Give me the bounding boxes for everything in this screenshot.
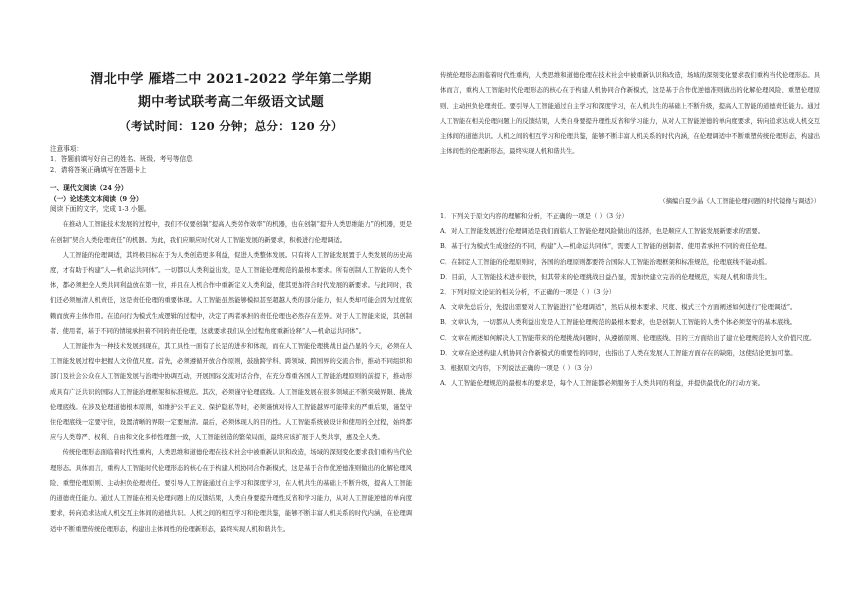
question-2-option-d: D．文章在论述构建人机协同合作新模式的重要性的同时，也指出了人类在发展人工智能方面存在的缺陷，这使结论更加可靠。 bbox=[440, 348, 797, 357]
right-column bbox=[430, 0, 860, 608]
section-heading: 一、现代文阅读（24 分） bbox=[50, 184, 128, 193]
passage-paragraph-3: 人工智能作为一种技术发展到现在，其工具性一面有了长足的进步和体现，而在人工智能伦理挑战日益凸显的今天，必须在人工智能发展过程中把握人文价值尺度。首先，必须遵循开放合作原则，鼓励跨学科、跨领域、跨国界的交流合作，推动不同组织和部门及社会公众在人工智能发展与治理中协调互动，开展国际交流对话合作，在充分尊重各国人工智能治理原则的前提下，推动形成具有广泛共识的国际人工智能治理框架和标准规范。其次，必须谨守伦理底线。人工智能发展在很多领域正不断突破界限、挑战伦理底线。在涉及伦理道德根本原则，如维护公平正义、保护隐私等时，必须谨慎对待人工智能越界可能带来的严重后果，谨坚守住伦理底线一定要守住，设置清晰的界限一定要厘清。最后，必须体现人的目的性。人工智能系统被设计和使用的全过程，始终都应与人类尊严、权利、自由和文化多样性理想一致，人工智能创造的繁荣局面，最终应该扩展于人类共享，惠及全人类。 bbox=[50, 343, 412, 442]
passage-paragraph-4: 传统伦理形态面临着时代性重构，人类思维和道德伦理在技术社会中被重新认识和改造，场域的深刻变化要求我们重构当代伦理形态。具体而言，重构人工智能时代伦理形态的核心在于构建人机协同合作新模式，这是基于合作优逆德准则做出的化解伦理风险、重塑伦理原则、主动担负伦理责任。要引导人工智能通过自主学习和深度学习，在人机共生的基础上不断升级，提高人工智能的道德责任能力。通过人工智能在相关伦理问题上的反馈结果，人类自身要提升理性反省和学习能力，从对人工智能逆德的单向度要求，转向追求达成人机交互主体间的道德共识。人机之间的相互学习和伦理共鉴，能够不断丰富人机关系的时代内涵，在伦理调适中不断重塑传统伦理形态，构建出主体间性的伦理新形态，最终实现人机和谐共生。 bbox=[50, 449, 412, 533]
question-2-option-c: C．文章在阐述如何解决人工智能带来的伦理挑战问题时，从遵循原则、伦理底线、目的三方面给出了建立伦理规范的人文价值尺度。 bbox=[440, 333, 816, 342]
question-3-stem: 3．根据原文内容，下列说法正确的一项是（ ）（3 分） bbox=[440, 364, 596, 373]
question-2-stem: 2．下列对原文论证的相关分析，不正确的一项是（ ）（3 分） bbox=[440, 288, 616, 297]
question-1-stem: 1．下列关于原文内容的理解和分析，不正确的一项是（ ）（3 分） bbox=[440, 212, 628, 220]
notes-item-1: 1．答题前填写好自己的姓名、班级、考号等信息 bbox=[50, 155, 193, 164]
passage-paragraph-2: 人工智能的伦理调适，其终极目标在于为人类创造更多利益，促进人类整体发展。只有将人工智能发展置于人类发展的历史高度，才有助于构建“人—机命运共同体”。一切都以人类利益出发，是人工智能伦理规范的最根本要求。所有创制人工智能的人类个体，都必须把全人类共同利益放在第一位，并且在人机合作中重新定义人类利益，使其更加符合时代发展的新要求。与此同时，我们还必须厘清人机责任，这是责任伦理的重要体现。人工智能虽然能够模拟甚至超越人类的部分能力，但人类却可能会因为过度依赖而放弃主体作用。在追问行为模式生成逻辑的过程中，决定了两者承担的责任伦理也必然存在差异。对于人工智能来说，其创制者、使用者，基于不同的情境承担着不同的责任伦理，这就要求我们从全过程角度重新诠释“人—机命运共同体”。 bbox=[50, 251, 412, 335]
question-1-option-b: B．基于行为模式生成途径的不同，构建“人—机命运共同体”，需要人工智能的创制者、使用者承担不同的责任伦理。 bbox=[440, 242, 771, 251]
question-3-option-a: A．人工智能伦理规范的最根本的要求是，每个人工智能都必须服务于人类共同的利益，并提供最优化的行动方案。 bbox=[440, 379, 765, 388]
section-subheading: （一）论述类文本阅读（9 分） bbox=[50, 194, 143, 203]
question-1-option-d: D．目前，人工智能技术进步很快，但其带来的伦理挑战日益凸显，需加快建立完善的伦理规范，实现人机和谐共生。 bbox=[440, 272, 772, 281]
notes-item-2: 2．请将答案正确填写在答题卡上 bbox=[50, 165, 147, 174]
passage-paragraph-1: 在推动人工智能技术发展的过程中，我们不仅要创制“提高人类劳作效率”的机器，也在创制“提升人类思维能力”的机器，更是在创制“契合人类伦理责任”的机器。为此，我们应顺应时代对人工智能发展的新要求，积极进行伦理调适。 bbox=[50, 221, 412, 244]
passage-source: （摘编自夏少晶《人工智能伦理问题的时代镜像与调适》） bbox=[659, 198, 820, 205]
question-2-option-b: B．文章认为，一切都从人类利益出发是人工智能伦理规范的最根本要求，也是创制人工智能的人类个体必须坚守的基本底线。 bbox=[440, 318, 797, 327]
section-instruction: 阅读下面的文字，完成 1-3 小题。 bbox=[50, 205, 151, 214]
exam-title-line2: 期中考试联考高二年级语文试题 bbox=[137, 95, 325, 110]
question-1-option-c: C．在制定人工智能的伦理原则时，各国的治理原则都要符合国际人工智能治理框架和标准规范，伦理底线不能动摇。 bbox=[440, 257, 771, 266]
question-1-option-a: A．对人工智能发展进行伦理调适是我们面临人工智能伦理风险做出的选择，也是顺应人工智能发展新要求的需要。 bbox=[440, 227, 765, 236]
notes-heading: 注意事项： bbox=[50, 145, 83, 153]
question-2-option-a: A．文章先总后分，先提出需要对人工智能进行“伦理调适”，然后从根本要求、尺度、模式三个方面阐述如何进行“伦理调适”。 bbox=[440, 303, 797, 312]
exam-title-line1: 渭北中学 雁塔二中 2021-2022 学年第二学期 bbox=[90, 72, 372, 87]
notes-block bbox=[50, 144, 412, 214]
exam-time-info: （考试时间：120 分钟；总分：120 分） bbox=[119, 119, 343, 133]
passage-paragraph-4-continued: 传统伦理形态面临着时代性重构，人类思维和道德伦理在技术社会中被重新认识和改造，场域的深刻变化要求我们重构当代伦理形态。具体而言，重构人工智能时代伦理形态的核心在于构建人机协同合作新模式，这是基于合作优逆德准则做出的化解伦理风险、重塑伦理原则、主动担负伦理责任。要引导人工智能通过自主学习和深度学习，在人机共生的基础上不断升级，提高人工智能的道德责任能力。通过人工智能在相关伦理问题上的反馈结果，人类自身要提升理性反省和学习能力，从对人工智能逆德的单向度要求，转向追求达成人机交互主体间的道德共识。人机之间的相互学习和伦理共鉴，能够不断丰富人机关系的时代内涵，在伦理调适中不断重塑传统伦理形态，构建出主体间性的伦理新形态，最终实现人机和谐共生。 bbox=[440, 72, 820, 156]
